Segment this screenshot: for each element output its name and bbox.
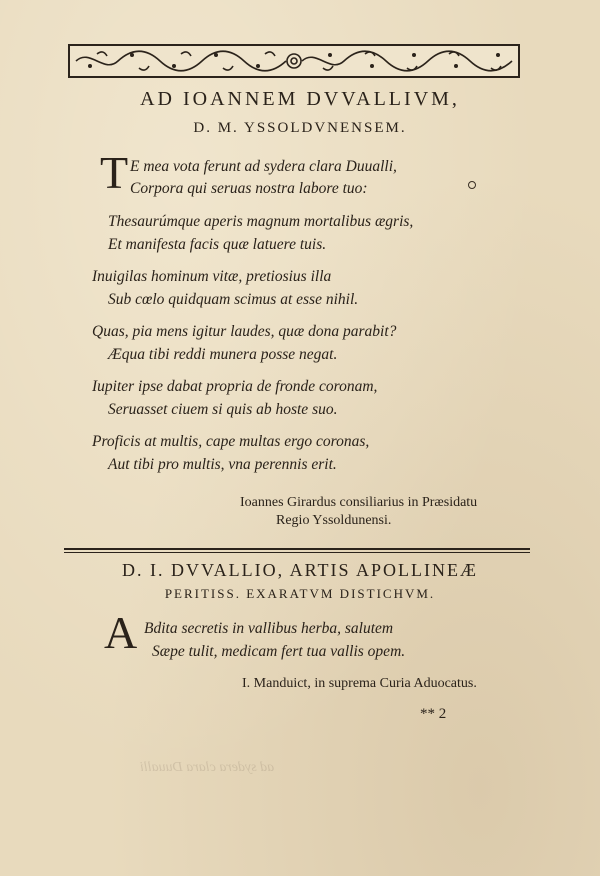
signature-mark: ** 2 [420,706,447,722]
verse-line: E mea vota ferunt ad sydera clara Duualli, [130,158,397,175]
ornamental-headpiece [68,44,520,78]
section-title: D. I. DVVALLIO, ARTIS APOLLINEÆ [121,560,479,580]
show-through-text: ad sydera clara Duualli [140,760,275,775]
verse-line: Iupiter ipse dabat propria de fronde coronam, [92,378,378,395]
drop-cap-t: T [100,147,129,198]
section-subtitle: PERITISS. EXARATVM DISTICHVM. [164,586,436,601]
verse-line: Aut tibi pro multis, vna perennis erit. [108,456,337,473]
verse-line: Corpora qui seruas nostra labore tuo: [130,180,368,197]
divider-rule [64,548,530,550]
signature-line: Regio Yssoldunensi. [276,513,392,528]
verse-line: Et manifesta facis quæ latuere tuis. [108,236,327,253]
verse-line: Sæpe tulit, medicam fert tua vallis opem. [152,643,406,660]
drop-cap-a: A [104,607,138,658]
page-title: AD IOANNEM DVVALLIVM, [140,88,460,110]
ink-dot-icon [468,181,476,189]
signature-line: Ioannes Girardus consiliarius in Præsidatu [240,495,478,510]
verse-line: Inuigilas hominum vitæ, pretiosius illa [92,268,332,285]
verse-line: Quas, pia mens igitur laudes, quæ dona parabit? [92,323,397,340]
verse-line: Æqua tibi reddi munera posse negat. [108,346,338,363]
verse-line: Seruasset ciuem si quis ab hoste suo. [108,401,338,418]
verse-line: Sub cœlo quidquam scimus at esse nihil. [108,291,359,308]
verse-line: Thesaurúmque aperis magnum mortalibus ægris, [108,213,414,230]
signature-line: I. Manduict, in suprema Curia Aduocatus. [242,676,477,691]
verse-line: Bdita secretis in vallibus herba, salutem [144,620,394,637]
verse-line: Proficis at multis, cape multas ergo coronas, [92,433,370,450]
floral-ornament-icon [70,46,518,76]
divider-rule [64,552,530,553]
page-subtitle: D. M. YSSOLDVNENSEM. [193,120,407,136]
